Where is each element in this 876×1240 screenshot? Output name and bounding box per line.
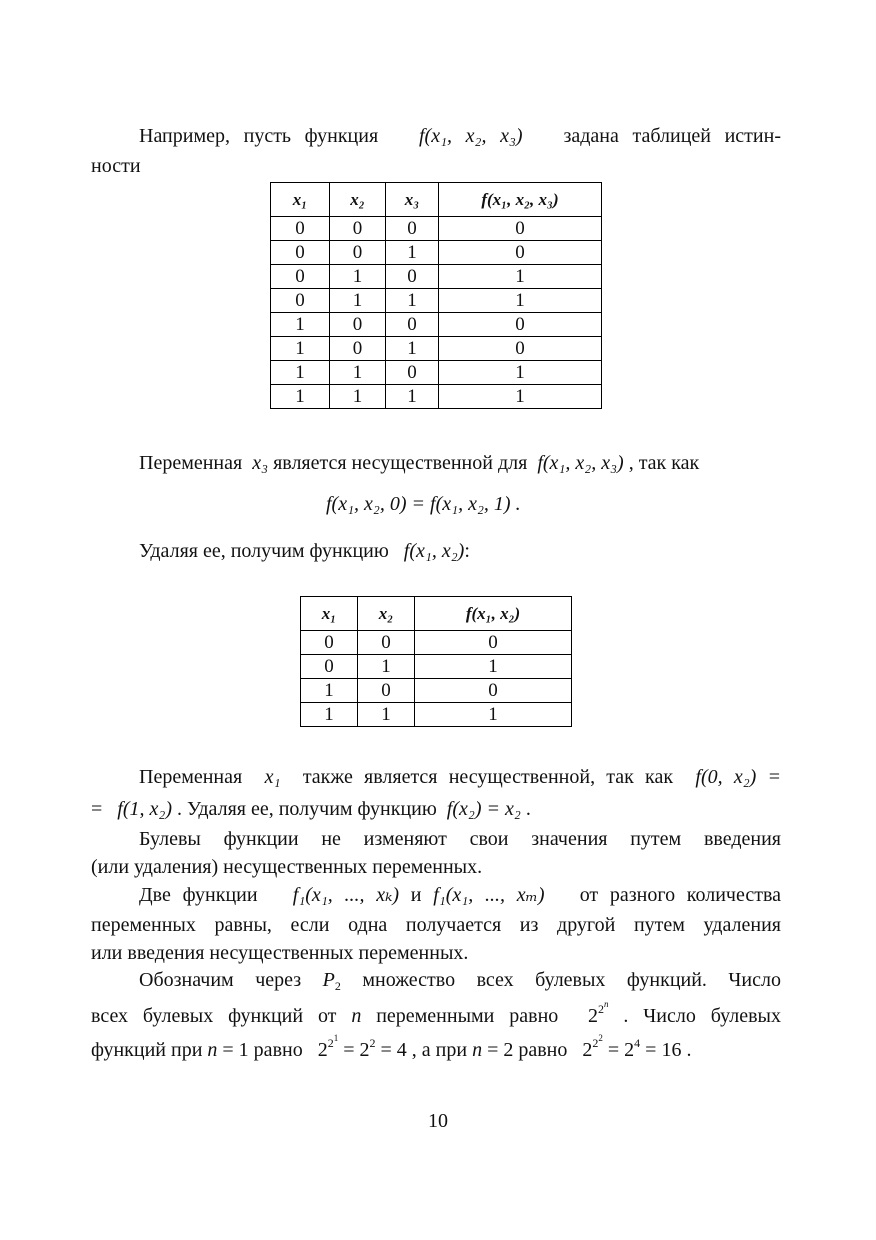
table-cell: 0 [330,313,386,337]
table-cell: 1 [386,241,439,265]
e1-exp: 2 [598,1002,605,1016]
e2-exp: 2 [327,1036,334,1050]
p6-c: от разного количества [579,884,782,906]
e3-rest: = 2 [607,1039,635,1061]
table-cell: 0 [330,217,386,241]
table-cell: 0 [439,313,602,337]
table-cell: 1 [301,679,358,703]
table-cell: 1 [330,289,386,313]
table-cell: 1 [439,265,602,289]
table-cell: 0 [439,241,602,265]
table-row [301,631,572,655]
table-cell: 1 [330,385,386,409]
table-row [271,385,602,409]
table-cell: 1 [301,703,358,727]
formula-1: f(x₁, x₂, 0) = f(x₁, x₂, 1) . [326,493,521,515]
table-header-cell: x₁ [271,183,330,217]
p7-line2c: . Число булевых [623,1005,781,1027]
p4-e: . [525,798,531,820]
p7-line3a: функций при [91,1039,203,1061]
table-cell: 1 [330,265,386,289]
table-cell: 0 [301,655,358,679]
table-cell: 0 [386,361,439,385]
e3-pow: 4 [634,1036,641,1050]
table-cell: 0 [271,265,330,289]
table-cell: 0 [415,679,572,703]
p6-line1 [91,881,781,910]
table-cell: 0 [386,217,439,241]
p7-line1a: Обозначим через [139,969,302,991]
e3-expexp: 2 [598,1033,603,1043]
table-row [271,241,602,265]
table-row [301,679,572,703]
e2-rest: = 2 [343,1039,370,1061]
p7-line2a: всех булевых функций от [91,1005,337,1027]
table-cell: 0 [271,289,330,313]
table-cell: 0 [301,631,358,655]
p7-P-sub: 2 [334,979,341,993]
table-cell: 0 [439,337,602,361]
p4-a: Переменная [139,766,243,788]
table-cell: 1 [386,337,439,361]
table-cell: 1 [439,385,602,409]
p2-func: f(x₁, x₂, x₃) [537,452,624,474]
intro-text-a: Например, пусть функция [139,125,379,147]
table-row [301,703,572,727]
table-cell: 0 [271,241,330,265]
p4-f3: f(x₂) = x₂ [446,798,521,820]
table-row [271,217,602,241]
p7-line3e: . [686,1039,692,1061]
table-cell: 1 [358,655,415,679]
p4-line2 [91,795,781,824]
p6-b: и [410,884,422,906]
table-header-cell: x₂ [358,597,415,631]
table-cell: 1 [439,289,602,313]
e1-base: 2 [588,1005,599,1027]
intro-line1 [91,122,781,151]
p7-n: n [351,1005,362,1027]
expr-n1 [317,1033,407,1061]
e2-val: = 4 [380,1039,407,1061]
p7-line1b: множество всех булевых функций. Число [362,969,781,991]
e1-expexp: n [604,999,609,1009]
table-row [271,313,602,337]
table-cell: 0 [415,631,572,655]
table-row [271,361,602,385]
intro-line2: ности [91,155,141,177]
truth-table-2 [300,596,572,727]
p7-line1 [91,966,781,995]
table-cell: 0 [358,631,415,655]
table-row [271,289,602,313]
e2-base: 2 [317,1039,328,1061]
table-cell: 1 [439,361,602,385]
p4-line1 [91,763,781,792]
p7-line3d: = 2 равно [487,1039,568,1061]
table-cell: 1 [358,703,415,727]
p2-text [91,449,781,478]
table-header-cell: f(x₁, x₂, x₃) [439,183,602,217]
table-cell: 1 [271,337,330,361]
table-header-cell: x₁ [301,597,358,631]
p7-line3c: , а при [411,1039,468,1061]
table-header-cell: x₃ [386,183,439,217]
intro-text-b: задана таблицей истин- [563,125,781,147]
table-cell: 0 [330,337,386,361]
p3-b: : [464,540,470,562]
p3-text [91,537,781,566]
p7-n2: n [472,1039,483,1061]
expr-n2 [582,1033,682,1061]
page-number: 10 [428,1110,448,1132]
p3-func: f(x₁, x₂) [403,540,465,562]
p3-a: Удаляя ее, получим функцию [139,540,389,562]
table-header-cell: f(x₁, x₂) [415,597,572,631]
p4-var: x₁ [264,766,281,788]
table-row [271,265,602,289]
p7-P: P [322,969,335,991]
p2-c: , так как [628,452,700,474]
p7-line2b: переменными равно [376,1005,559,1027]
table-cell: 0 [358,679,415,703]
table-cell: 1 [415,655,572,679]
p4-c: = [91,798,103,820]
e3-base: 2 [582,1039,593,1061]
table-cell: 0 [271,217,330,241]
p5-line2: (или удаления) несущественных переменных. [91,856,483,878]
table-cell: 0 [439,217,602,241]
p7-line3 [91,1033,781,1065]
table-cell: 0 [386,265,439,289]
intro-function: f(x₁, x₂, x₃) [419,125,523,147]
p7-n1: n [207,1039,218,1061]
p5-line1: Булевы функции не изменяют свои значения путем введения [139,828,781,850]
table-cell: 1 [271,313,330,337]
table-cell: 1 [330,361,386,385]
table-cell: 1 [386,289,439,313]
table-cell: 0 [386,313,439,337]
table-cell: 1 [415,703,572,727]
table-cell: 0 [330,241,386,265]
p4-f1: f(0, x₂) = [695,766,781,788]
p2-a: Переменная [139,452,243,474]
table-header-cell: x₂ [330,183,386,217]
p4-b: также является несущественной, так как [302,766,674,788]
e3-val: = 16 [645,1039,682,1061]
table-row [271,337,602,361]
e2-sq: 2 [369,1036,376,1050]
p6-a: Две функции [139,884,258,906]
e3-exp: 2 [592,1036,599,1050]
truth-table-1 [270,182,602,409]
p6-f2: f₁(x₁, ..., xₘ) [433,884,545,906]
table-row [301,655,572,679]
expr-2-pow-2-pow-n [588,999,609,1027]
p6-line2: переменных равны, если одна получается из другой путем удаления [91,914,781,936]
p2-b: является несущественной для [273,452,528,474]
p4-d: . Удаляя ее, получим функцию [177,798,437,820]
p4-f2: f(1, x₂) [117,798,172,820]
p7-line3b: = 1 равно [222,1039,303,1061]
p7-line2 [91,999,781,1031]
table-cell: 1 [271,361,330,385]
p6-line3: или введения несущественных переменных. [91,942,469,964]
table-cell: 1 [386,385,439,409]
e2-expexp: 1 [333,1033,339,1043]
p6-f1: f₁(x₁, ..., xₖ) [292,884,400,906]
table-cell: 1 [271,385,330,409]
p2-var: x₃ [252,452,269,474]
